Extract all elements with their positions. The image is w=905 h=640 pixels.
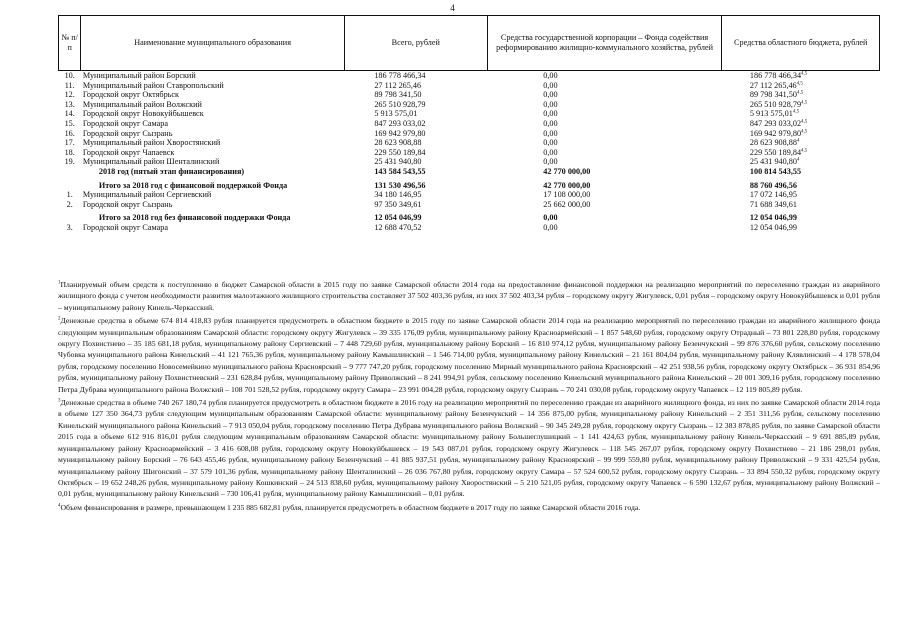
without-support-total-total: 12 054 046,99 — [374, 213, 422, 223]
row-total: 229 550 189,84 — [374, 147, 426, 157]
row-fund: 0,00 — [543, 71, 558, 80]
footnote-1 — [58, 279, 880, 313]
row-total: 847 293 033,02 — [374, 118, 426, 128]
with-support-total-total: 131 530 496,56 — [374, 180, 426, 190]
row-name: Городской округ Сызрань — [82, 199, 173, 209]
table-row — [59, 129, 880, 139]
row-regional: 89 798 341,50$^{4,5}$ — [749, 90, 804, 100]
row-fund: 0,00 — [543, 157, 558, 167]
table-header-row — [59, 16, 880, 71]
row-name: Муниципальный район Сергиевский — [82, 190, 212, 200]
table-row — [59, 148, 880, 158]
with-support-total-fund: 42 770 000,00 — [543, 180, 591, 190]
table-row — [59, 200, 880, 210]
row-fund: 0,00 — [543, 147, 558, 157]
row-name: Городской округ Самара — [82, 118, 168, 128]
row-num: 19. — [64, 157, 75, 167]
row-regional: 5 913 575,01$^{4,5}$ — [749, 109, 800, 119]
footnote-2 — [58, 315, 880, 395]
row-regional: 28 623 908,88$^4$ — [749, 138, 800, 148]
row-fund: 25 662 000,00 — [543, 199, 591, 209]
row-total: 186 778 466,34 — [374, 71, 426, 80]
footnote-text: Объем финансирования в размере, превышающем 1 235 885 682,81 рубля, планируется предусмотреть в областном бюджете в 2017 году по заявке Самарской области 2016 года. — [60, 502, 641, 512]
year-total-regional: 100 814 543,55 — [749, 166, 802, 176]
row-name: Городской округ Чапаевск — [82, 147, 175, 157]
table-row — [59, 71, 880, 81]
row-fund: 0,00 — [543, 80, 558, 90]
header-total: Всего, рублей — [344, 16, 487, 71]
row-name: Муниципальный район Волжский — [82, 99, 202, 109]
row-name: Муниципальный район Хворостянский — [82, 138, 221, 148]
row-regional: 169 942 979,80$^{4,5}$ — [749, 128, 808, 138]
table-row — [59, 157, 880, 167]
row-num: 3. — [66, 222, 73, 232]
row-regional: 186 778 466,34$^{4,5}$ — [749, 71, 808, 80]
row-num: 18. — [64, 147, 75, 157]
table-row — [59, 100, 880, 110]
table-row — [59, 119, 880, 129]
year-total-row — [59, 167, 880, 177]
row-regional: 229 550 189,84$^{4,5}$ — [749, 147, 808, 157]
footnote-mark: 4 — [58, 503, 61, 509]
footnote-text: Денежные средства в объеме 674 814 418,83 рубля планируется предусмотреть в областном бюджете в 2015 году по заявке Самарской области 2014 года на реализацию мероприятий по переселению граждан из аварийного жилищного фонда следующим муниципальным образованиям Самарской области: городскому округу Жигулевск – 39 335 176,09 рубля, муниципальному району Красноармейский – 1 857 548,60 рубля, городскому округу Отрадный – 73 801 228,80 рубля, городскому округу Похвистнево – 35 185 681,18 рубля, муниципальному району Сергиевский – 7 448 729,60 рубля, муниципальному району Борский – 16 810 974,12 рубля, муниципальному району Безенчукский – 99 876 376,60 рубля, сельскому поселению Чубовка муниципального района Кинельский – 41 121 765,36 рубля, муниципальному району Камышлинский – 1 546 714,00 рубля, муниципальному району Кинельский – 21 161 804,04 рубля, муниципальному району Клявлинский – 4 178 578,04 рубля, городскому поселению Новосемейкино муниципального района Красноярский – 9 777 747,20 рубля, городскому поселению Мирный муниципального района Красноярский – 42 251 938,56 рубля, городскому округу Октябрьск – 36 931 854,96 рубля, муниципальному району Похвистневский – 231 628,84 рубля, муниципальному району Приволжский – 8 241 994,91 рубля, сельскому поселению Кинельский муниципального района Кинельский – 20 001 309,16 рубля, городскому поселению Петра Дубрава муниципального района Волжский – 108 701 528,52 рубля, городскому округу Самара – 23 991 004,28 рубля, городскому округу Сызрань – 70 241 030,08 рубля, городскому округу Чапаевск – 12 119 805,89 рубля. — [58, 316, 880, 394]
year-total-fund: 42 770 000,00 — [543, 166, 591, 176]
row-total: 27 112 265,46 — [374, 80, 422, 90]
row-name: Муниципальный район Борский — [82, 71, 196, 80]
footnote-mark: 2 — [58, 316, 61, 322]
row-fund: 0,00 — [543, 128, 558, 138]
row-fund: 0,00 — [543, 109, 558, 119]
without-support-total-fund: 0,00 — [543, 213, 558, 223]
with-support-total-name: Итого за 2018 год с финансовой поддержкой Фонда — [98, 180, 288, 190]
footnote-text: Планируемый объем средств к поступлению в бюджет Самарской области в 2015 году по заявке Самарской области 2014 года на предоставление финансовой поддержки на реализацию мероприятий по переселению граждан из аварийного жилищного фонда с учетом необходимости развития малоэтажного жилищного строительства составляет 37 502 403,36 рубля, из них 37 502 403,34 рубля – городскому округу Жигулевск, 0,01 рубля – городскому округу Новокуйбышевск и 0,01 рубля – муниципальному району Кинель-Черкасский. — [58, 280, 880, 312]
row-fund: 17 108 000,00 — [543, 190, 591, 200]
page-number: 4 — [450, 3, 455, 13]
table-row — [59, 81, 880, 91]
footnote-text: Денежные средства в объеме 740 267 180,74 рубля планируется предусмотреть в областном бюджете в 2016 году на реализацию мероприятий по переселению граждан из аварийного жилищного фонда, из них по заявке Самарской области 2014 года в объеме 127 350 364,73 рубля следующим муниципальным образованиям Самарской области: муниципальному району Безенчукский – 14 356 875,00 рубля, муниципальному району Кинельский – 2 351 311,56 рубля, сельскому поселению Кинельский муниципального района Кинельский – 7 913 050,04 рубля, городскому поселению Петра Дубрава муниципального района Волжский – 90 345 249,28 рубля, городскому округу Сызрань – 12 383 878,85 рубля, по заявке Самарской области 2015 года в объеме 612 916 816,01 рубля следующим муниципальным образованиям Самарской области: муниципальному району Большеглушицкий – 1 141 424,63 рубля, муниципальному району Кинель-Черкасский – 9 691 885,89 рубля, муниципальному району Красноармейский – 3 416 608,08 рубля, городскому округу Новокуйбышевск – 19 543 087,01 рубля, городскому округу Жигулевск – 118 545 267,07 рубля, городскому округу Похвистнево – 21 186 298,01 рубля, муниципальному району Борский – 76 643 455,46 рубля, муниципальному району Безенчукский – 41 885 937,51 рубля, муниципальному району Красноярский – 99 999 559,80 рубля, муниципальному району Приволжский – 9 331 425,54 рубля, муниципальному району Шигонский – 37 579 101,36 рубля, муниципальному району Шенталинский – 26 036 767,80 рубля, городскому округу Самара – 57 524 600,52 рубля, городскому округу Сызрань – 33 894 550,32 рубля, городскому округу Октябрьск – 19 652 248,26 рубля, муниципальному району Кошкинский – 24 513 838,60 рубля, муниципальному району Хворостянский – 5 210 521,05 рубля, городскому округу Чапаевск – 6 590 132,67 рубля, муниципальному району Волжский – 0,01 рубля, муниципальному району Кинельский – 730 106,41 рубля, муниципальному району Камышлинский – 0,01 рубля. — [58, 398, 880, 499]
row-regional: 12 054 046,99 — [749, 222, 797, 232]
without-support-total-name: Итого за 2018 год без финансовой поддержки Фонда — [98, 213, 291, 223]
row-regional: 265 510 928,79$^{4,5}$ — [749, 99, 808, 109]
row-num: 16. — [64, 128, 75, 138]
row-num: 14. — [64, 109, 75, 119]
footnote-3 — [58, 397, 880, 500]
year-total-name: 2018 год (пятый этап финансирования) — [98, 166, 245, 176]
row-regional: 17 072 146,95 — [749, 190, 797, 200]
table-row — [59, 223, 880, 233]
row-name: Городской округ Сызрань — [82, 128, 173, 138]
row-total: 89 798 341,50 — [374, 90, 422, 100]
row-num: 10. — [64, 71, 75, 80]
row-name: Городской округ Октябрьск — [82, 90, 180, 100]
with-support-total-row — [59, 181, 880, 191]
row-fund: 0,00 — [543, 222, 558, 232]
row-fund: 0,00 — [543, 99, 558, 109]
row-num: 1. — [66, 190, 73, 200]
row-total: 169 942 979,80 — [374, 128, 426, 138]
footnotes — [58, 279, 880, 515]
header-fund: Средства государственной корпорации – Фонда содействия реформированию жилищно-коммунального хозяйства, рублей — [487, 16, 722, 71]
row-total: 12 688 470,52 — [374, 222, 422, 232]
row-total: 265 510 928,79 — [374, 99, 426, 109]
row-fund: 0,00 — [543, 118, 558, 128]
without-support-total-regional: 12 054 046,99 — [749, 213, 797, 223]
row-num: 17. — [64, 138, 75, 148]
header-regional: Средства областного бюджета, рублей — [722, 16, 880, 71]
table-row — [59, 138, 880, 148]
row-name: Муниципальный район Шенталинский — [82, 157, 220, 167]
footnote-4 — [58, 502, 880, 513]
row-regional: 847 293 033,02$^{4,5}$ — [749, 118, 808, 128]
header-name: Наименование муниципального образования — [81, 16, 344, 71]
without-support-total-row — [59, 213, 880, 223]
row-num: 15. — [64, 118, 75, 128]
row-num: 12. — [64, 90, 75, 100]
row-fund: 0,00 — [543, 138, 558, 148]
row-fund: 0,00 — [543, 90, 558, 100]
footnote-mark: 3 — [58, 398, 61, 404]
table-row — [59, 190, 880, 200]
year-total-total: 143 584 543,55 — [374, 166, 426, 176]
row-regional: 25 431 940,80$^4$ — [749, 157, 800, 167]
financing-table — [58, 15, 880, 233]
with-support-total-regional: 88 760 496,56 — [749, 180, 797, 190]
row-regional: 27 112 265,46$^{4,5}$ — [749, 80, 803, 90]
row-total: 5 913 575,01 — [374, 109, 418, 119]
row-name: Городской округ Новокуйбышевск — [82, 109, 204, 119]
row-regional: 71 688 349,61 — [749, 199, 797, 209]
row-num: 11. — [64, 80, 75, 90]
row-total: 25 431 940,80 — [374, 157, 422, 167]
row-total: 34 180 146,95 — [374, 190, 422, 200]
row-total: 28 623 908,88 — [374, 138, 422, 148]
table-row — [59, 109, 880, 119]
header-num: № п/п — [59, 16, 81, 71]
row-name: Муниципальный район Ставропольский — [82, 80, 224, 90]
table-row — [59, 90, 880, 100]
row-total: 97 350 349,61 — [374, 199, 422, 209]
row-name: Городской округ Самара — [82, 222, 168, 232]
footnote-mark: 1 — [58, 280, 61, 286]
row-num: 2. — [66, 199, 73, 209]
row-num: 13. — [64, 99, 75, 109]
